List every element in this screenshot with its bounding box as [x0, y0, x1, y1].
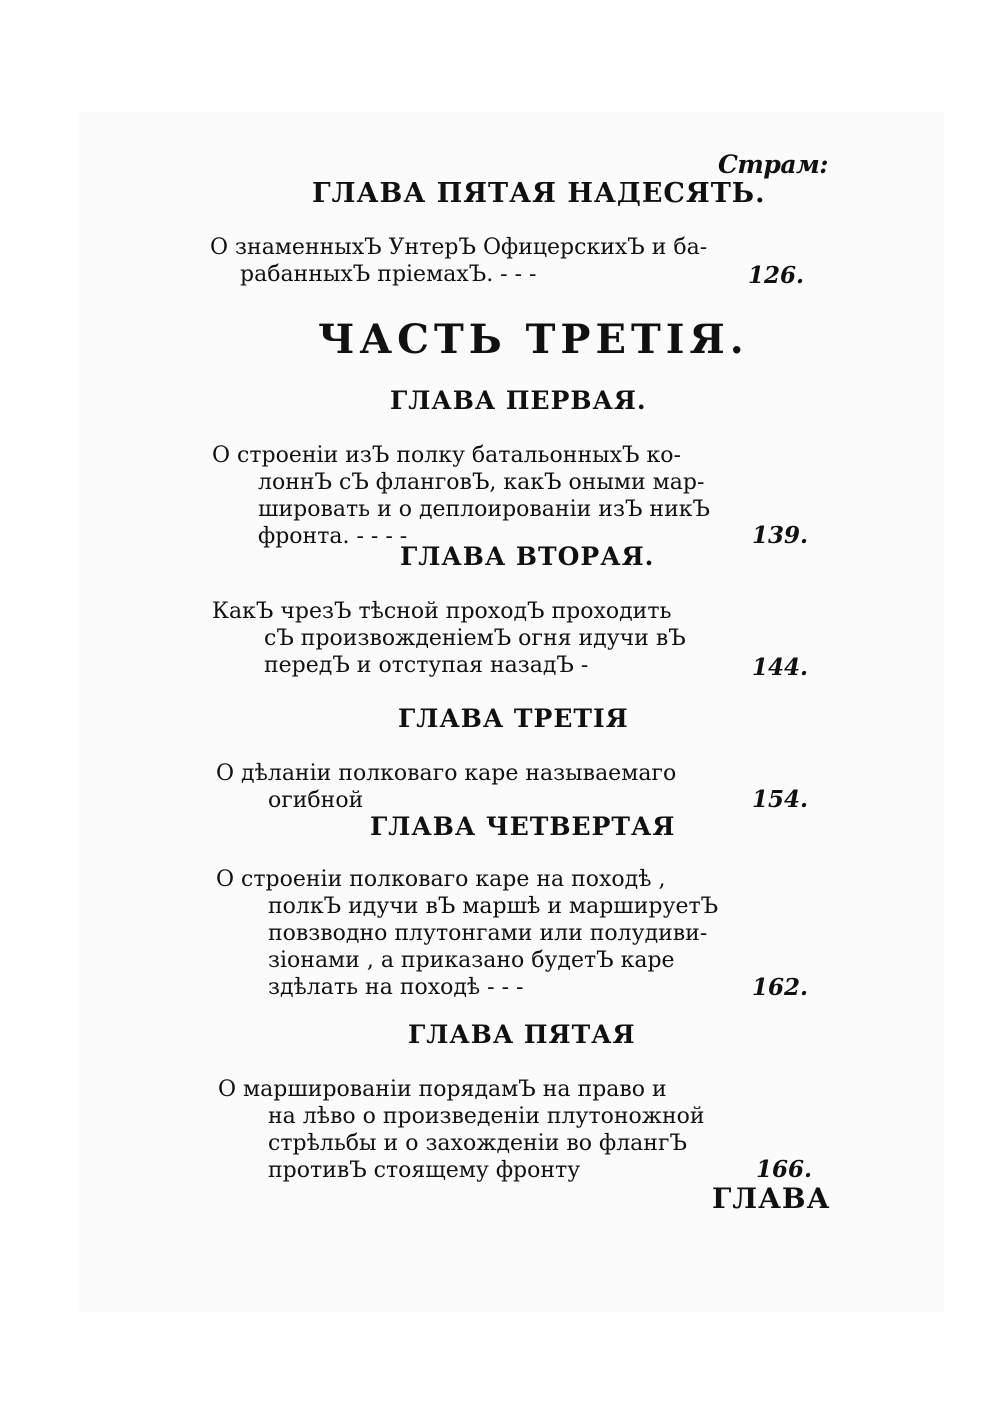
chapter-heading: ГЛАВА ПЯТАЯ НАДЕСЯТЬ.	[312, 178, 766, 209]
entry-line: О знаменныхЪ УнтерЪ ОфицерскихЪ и ба-	[210, 235, 708, 260]
chapter-heading: ГЛАВА ПЕРВАЯ.	[390, 386, 647, 415]
page-number: 162.	[752, 974, 809, 1001]
entry-line: О дѣланіи полковаго каре называемаго	[216, 761, 677, 786]
page-number: 144.	[752, 654, 809, 681]
toc-entry	[218, 1076, 748, 1188]
entry-line: огибной	[268, 788, 364, 813]
entry-line: лоннЪ сЪ фланговЪ, какЪ оными мар-	[258, 470, 705, 495]
page-number: 126.	[748, 262, 805, 289]
entry-line: сЪ произвожденіемЪ огня идучи вЪ	[264, 626, 686, 651]
toc-entry	[210, 234, 730, 294]
entry-line: рабанныхЪ пріемахЪ. - - -	[240, 262, 537, 287]
toc-entry	[212, 598, 742, 682]
chapter-heading: ГЛАВА ЧЕТВЕРТАЯ	[370, 812, 676, 841]
entry-line: передЪ и отступая назадЪ -	[264, 653, 589, 678]
entry-line: стрѣльбы и о захожденіи во флангЪ	[268, 1131, 687, 1156]
page-column-label: Страм:	[718, 150, 829, 179]
toc-entry	[216, 760, 746, 816]
entry-line: КакЪ чрезЪ тѣсной проходЪ проходить	[212, 599, 672, 624]
part-title: ЧАСТЬ ТРЕТІЯ.	[318, 316, 749, 363]
entry-line: О маршированіи порядамЪ на право и	[218, 1077, 667, 1102]
entry-line: здѣлать на походѣ - - -	[268, 975, 524, 1000]
entry-line: шировать и о деплоированіи изЪ никЪ	[258, 497, 710, 522]
entry-line: полкЪ идучи вЪ маршѣ и маршируетЪ	[268, 894, 719, 919]
toc-entry	[212, 442, 742, 552]
entry-line: фронта. - - - -	[258, 524, 408, 549]
entry-line: противЪ стоящему фронту	[268, 1158, 581, 1183]
entry-line: на лѣво о произведеніи плутоножной	[268, 1104, 705, 1129]
page-number: 139.	[752, 522, 809, 549]
page-number: 154.	[752, 786, 809, 813]
entry-line: зіонами , а приказано будетЪ каре	[268, 948, 675, 973]
page-number: 166.	[756, 1156, 813, 1183]
chapter-heading: ГЛАВА ПЯТАЯ	[408, 1020, 636, 1049]
toc-entry	[216, 866, 746, 1006]
catchword: ГЛАВА	[712, 1182, 831, 1215]
entry-line: О строеніи изЪ полку батальонныхЪ ко-	[212, 443, 681, 468]
entry-line: повзводно плутонгами или полудиви-	[268, 921, 708, 946]
chapter-heading: ГЛАВА ВТОРАЯ.	[400, 542, 655, 571]
entry-line: О строеніи полковаго каре на походѣ ,	[216, 867, 666, 892]
chapter-heading: ГЛАВА ТРЕТІЯ	[398, 704, 629, 733]
